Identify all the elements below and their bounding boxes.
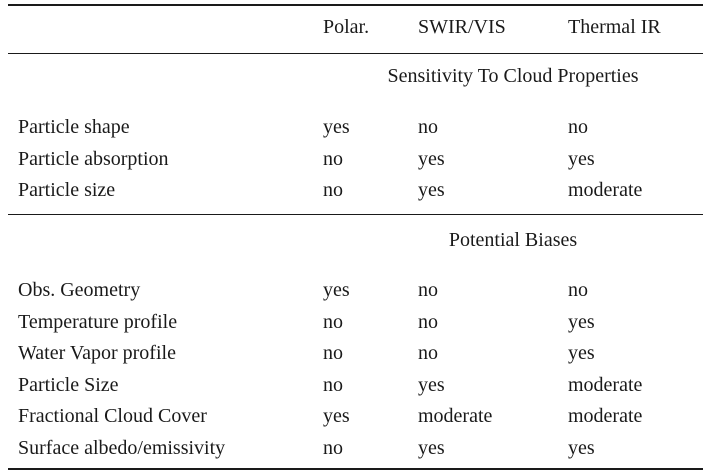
row-label: Particle size xyxy=(18,179,116,201)
row-label: Temperature profile xyxy=(18,311,178,333)
cell-value: no xyxy=(568,279,588,301)
cell-value: yes xyxy=(418,148,445,170)
cell-value: yes xyxy=(418,179,445,201)
header-thermal-ir: Thermal IR xyxy=(568,16,661,38)
cell-value: yes xyxy=(568,437,595,459)
cell-value: moderate xyxy=(568,374,643,396)
row-label: Surface albedo/emissivity xyxy=(18,437,226,459)
row-label: Particle shape xyxy=(18,116,130,138)
cell-value: yes xyxy=(568,342,595,364)
cell-value: no xyxy=(323,342,343,364)
cell-value: moderate xyxy=(418,405,493,427)
row-label: Water Vapor profile xyxy=(18,342,176,364)
cell-value: no xyxy=(323,148,343,170)
header-swir-vis: SWIR/VIS xyxy=(418,16,506,38)
cell-value: no xyxy=(418,311,438,333)
cell-value: moderate xyxy=(568,179,643,201)
section-title-biases: Potential Biases xyxy=(448,229,578,251)
section-title-sensitivity: Sensitivity To Cloud Properties xyxy=(387,65,639,87)
cell-value: yes xyxy=(323,405,350,427)
cell-value: no xyxy=(418,116,438,138)
row-label: Particle absorption xyxy=(18,148,169,170)
row-label: Fractional Cloud Cover xyxy=(18,405,207,427)
header-rule xyxy=(8,53,703,54)
row-label: Particle Size xyxy=(18,374,119,396)
top-rule xyxy=(8,4,703,6)
cell-value: no xyxy=(568,116,588,138)
cell-value: yes xyxy=(568,148,595,170)
cell-value: no xyxy=(323,437,343,459)
cell-value: yes xyxy=(568,311,595,333)
cell-value: yes xyxy=(323,116,350,138)
section-rule xyxy=(8,214,703,215)
cell-value: yes xyxy=(418,374,445,396)
comparison-table xyxy=(8,0,703,475)
header-polar: Polar. xyxy=(323,16,370,38)
cell-value: no xyxy=(418,279,438,301)
row-label: Obs. Geometry xyxy=(18,279,141,301)
cell-value: yes xyxy=(418,437,445,459)
cell-value: no xyxy=(323,374,343,396)
cell-value: moderate xyxy=(568,405,643,427)
cell-value: yes xyxy=(323,279,350,301)
bottom-rule xyxy=(8,468,703,470)
cell-value: no xyxy=(323,179,343,201)
cell-value: no xyxy=(418,342,438,364)
cell-value: no xyxy=(323,311,343,333)
